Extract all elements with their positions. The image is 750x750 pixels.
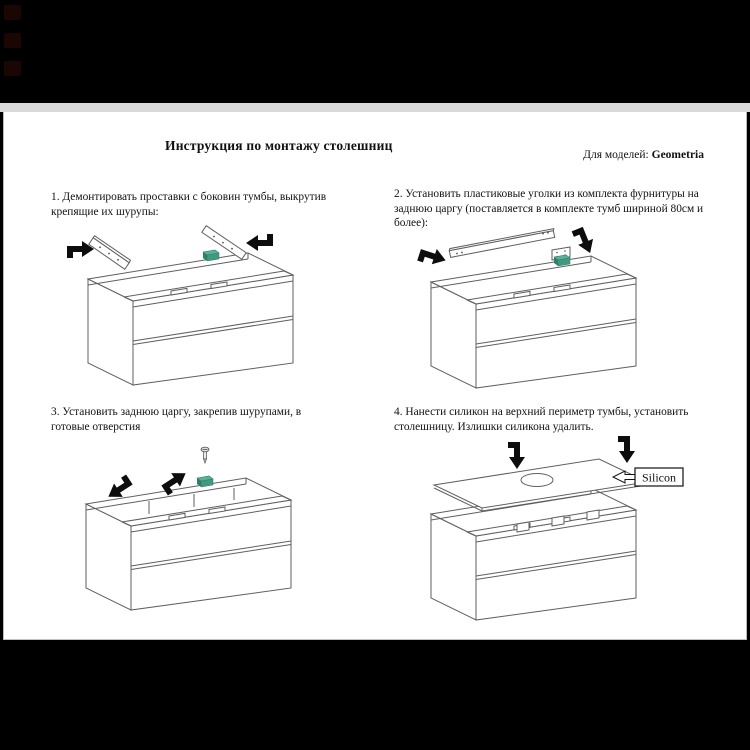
toolbar-button-2-icon[interactable]	[4, 33, 21, 48]
figure-step-4-drawing	[399, 430, 733, 630]
figure-step-1-drawing	[61, 223, 361, 390]
spacer-board-left	[89, 236, 131, 270]
direction-arrow-icon	[618, 436, 635, 463]
direction-arrow-icon	[246, 234, 273, 251]
models-value: Geometria	[651, 149, 704, 161]
page-title: Инструкция по монтажу столешниц	[165, 138, 393, 153]
vanity-cabinet	[88, 253, 293, 385]
step-3-text: 3. Установить заднюю царгу, закрепив шурупами, в готовые отверстия	[51, 406, 302, 433]
toolbar-button-3-icon[interactable]	[4, 61, 21, 76]
document-page	[3, 112, 747, 640]
vanity-cabinet	[431, 256, 636, 388]
corner-bracket	[203, 250, 219, 261]
toolbar-button-1-icon[interactable]	[4, 5, 21, 20]
figure-step-2-drawing	[404, 226, 706, 393]
back-rail-board	[449, 229, 554, 258]
direction-arrow-icon	[572, 226, 598, 256]
corner-bracket	[554, 255, 570, 266]
corner-bracket	[197, 476, 213, 487]
drain-hole	[521, 474, 553, 487]
direction-arrow-icon	[417, 244, 448, 269]
vanity-cabinet	[86, 478, 291, 610]
direction-arrow-icon	[508, 442, 525, 469]
models-label: Для моделей:	[583, 149, 649, 161]
vanity-cabinet	[431, 488, 636, 620]
models-line	[583, 149, 704, 161]
silicon-label: Silicon	[641, 470, 677, 485]
screw	[201, 447, 209, 463]
step-1-text: 1. Демонтировать проставки с боковин тумбы, выкрутив крепящие их шурупы:	[51, 191, 327, 218]
figure-step-3-drawing	[59, 438, 364, 620]
step-2-text: 2. Установить пластиковые уголки из комплекта фурнитуры на заднюю царгу (поставляется в комплекте тумб шириной 80см и более):	[394, 188, 704, 230]
page-top-strip	[0, 103, 750, 112]
step-4-text: 4. Нанести силикон на верхний периметр тумбы, установить столешницу. Излишки силикона удалить.	[394, 406, 689, 433]
